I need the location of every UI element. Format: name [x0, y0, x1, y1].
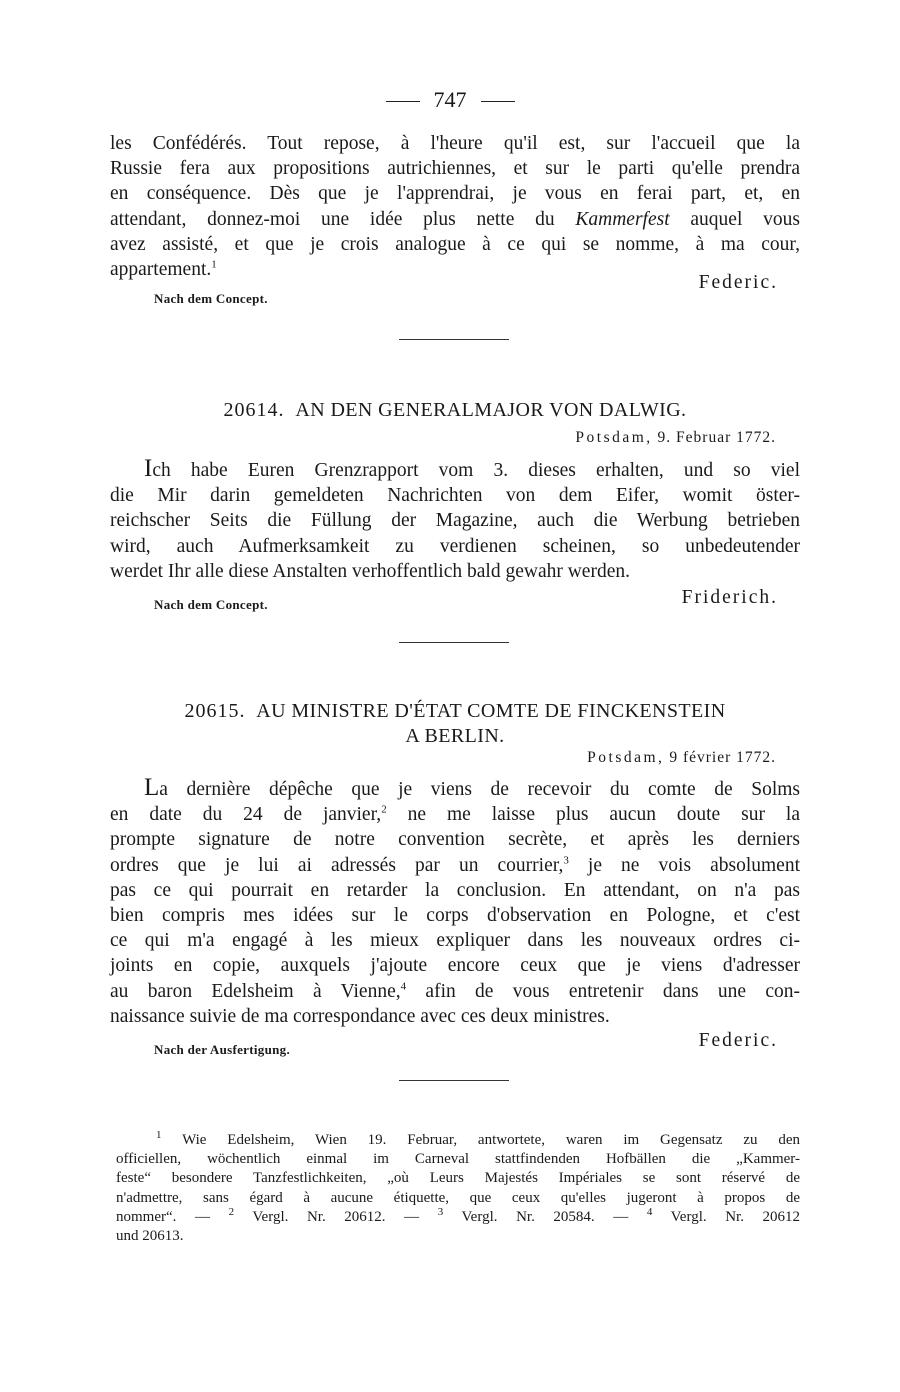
- section-divider: [399, 1080, 509, 1081]
- letter-title: AU MINISTRE D'ÉTAT COMTE DE FINCKENSTEIN: [256, 700, 726, 722]
- text-segment: Wie Edelsheim, Wien 19. Februar, antwortete, waren im Gegensatz zu den: [182, 1132, 800, 1148]
- date-text: 9. Februar 1772.: [657, 429, 776, 446]
- footnote-line: feste“ besondere Tanzfestlichkeiten, „où Leurs Majestés Impériales se sont réservé de: [116, 1170, 800, 1187]
- text-segment: afin de vous entretenir dans une con-: [406, 980, 800, 1002]
- text-line: [110, 207, 800, 232]
- text-segment: Vergl. Nr. 20612: [670, 1208, 801, 1225]
- text-line: prompte signature de notre convention secrète, et après les derniers: [110, 829, 800, 851]
- header-dash-right: [481, 101, 515, 102]
- footnote-line: [116, 1131, 800, 1150]
- text-line: joints en copie, auxquels j'ajoute encore ceux que je viens d'adresser: [110, 955, 800, 977]
- letter-title: AN DEN GENERALMAJOR VON DALWIG.: [295, 399, 687, 421]
- footnote-mark: 3: [437, 1205, 444, 1218]
- text-line: ce qui m'a engagé à les mieux expliquer dans les nouveaux ordres ci-: [110, 930, 800, 952]
- letter-20614-heading: [110, 398, 800, 423]
- header-dash-left: [386, 101, 420, 102]
- section-divider: [399, 642, 509, 643]
- text-segment: au baron Edelsheim à Vienne,: [110, 980, 401, 1002]
- text-line: en conséquence. Dès que je l'apprendrai, je vous en ferai part, et, en: [110, 183, 800, 205]
- text-segment: ordres que je lui ai adressés par un courrier,: [110, 854, 564, 876]
- footnote-mark: 4: [646, 1205, 653, 1218]
- text-segment: Vergl. Nr. 20612. —: [252, 1208, 420, 1225]
- text-segment: attendant, donnez-moi une idée plus nette du: [110, 208, 555, 230]
- letter-number: 20615.: [184, 700, 246, 722]
- text-line: [110, 257, 800, 282]
- text-line: wird, auch Aufmerksamkeit zu verdienen scheinen, so unbedeutender: [110, 535, 800, 557]
- section-divider: [399, 339, 509, 340]
- prev-letter-source: Nach dem Concept.: [154, 291, 268, 306]
- letter-20615-source: Nach der Ausfertigung.: [154, 1042, 291, 1057]
- dropcap: I: [144, 455, 153, 482]
- text-segment: appartement.: [110, 259, 212, 281]
- text-segment: je ne vois absolument: [568, 854, 801, 876]
- letter-20615-signature: Federic.: [698, 1030, 778, 1051]
- text-line: reichscher Seits die Füllung der Magazine, auch die Werbung betrieben: [110, 510, 800, 532]
- prev-letter-signature: Federic.: [698, 272, 778, 293]
- letter-20614-source: Nach dem Concept.: [154, 597, 268, 612]
- footnotes: [116, 1131, 800, 1246]
- footnote-line: n'admettre, sans égard à aucune étiquette, que ceux qu'elles jugeront à propos de: [116, 1189, 800, 1206]
- text-line: [110, 456, 800, 483]
- page-header: [0, 86, 900, 114]
- footnote-mark: 2: [381, 803, 387, 816]
- letter-20614-date: [575, 429, 776, 447]
- footnote-line: und 20613.: [116, 1228, 184, 1245]
- date-place: Potsdam,: [587, 749, 665, 766]
- text-segment: nommer“. —: [116, 1208, 210, 1225]
- footnote-line: officiellen, wöchentlich einmal im Carneval stattfindenden Hofbällen die „Kammer-: [116, 1151, 800, 1168]
- page-number: 747: [433, 87, 467, 112]
- date-place: Potsdam,: [575, 429, 653, 446]
- text-segment: a dernière dépêche que je viens de recevoir du comte de Solms: [159, 779, 800, 800]
- text-segment: en date du 24 de janvier,: [110, 804, 382, 826]
- text-line: les Confédérés. Tout repose, à l'heure qu'il est, sur l'accueil que la: [110, 133, 800, 154]
- text-line: die Mir darin gemeldeten Nachrichten von dem Eifer, womit öster-: [110, 485, 800, 507]
- letter-number: 20614.: [223, 399, 285, 421]
- letter-20615-body: [110, 775, 800, 1029]
- letter-title-line2: A BERLIN.: [405, 725, 505, 747]
- text-line: Russie fera aux propositions autrichiennes, et sur le parti qu'elle prendra: [110, 158, 800, 180]
- text-line: avez assisté, et que je crois analogue à ce qui se nomme, à ma cour,: [110, 233, 800, 255]
- text-line: [110, 853, 800, 878]
- text-segment: ne me laisse plus aucun doute sur la: [386, 804, 800, 826]
- text-line: werdet Ihr alle diese Anstalten verhoffentlich bald gewahr werden.: [110, 560, 630, 582]
- text-line: naissance suivie de ma correspondance avec ces deux ministres.: [110, 1005, 610, 1027]
- text-segment: Vergl. Nr. 20584. —: [461, 1208, 629, 1225]
- footnote-line: [116, 1205, 801, 1227]
- footnote-mark: 1: [156, 1129, 162, 1141]
- prev-letter-body: [110, 131, 800, 282]
- dropcap: L: [144, 774, 160, 801]
- text-line: [110, 802, 800, 827]
- text-line: bien compris mes idées sur le corps d'observation en Pologne, et c'est: [110, 905, 800, 927]
- text-line: [110, 979, 800, 1004]
- footnote-mark: 1: [211, 258, 217, 271]
- footnote-mark: 4: [400, 980, 407, 993]
- text-line: [110, 775, 800, 802]
- footnote-mark: 2: [228, 1205, 235, 1218]
- italic-word: Kammerfest: [575, 208, 670, 230]
- letter-20614-body: [110, 456, 800, 584]
- text-segment: auquel vous: [690, 208, 800, 230]
- letter-20614-signature: Friderich.: [681, 587, 778, 608]
- footnote-mark: 3: [563, 854, 569, 867]
- text-segment: ch habe Euren Grenzrapport vom 3. dieses erhalten, und so viel: [152, 460, 800, 481]
- letter-20615-date: [587, 749, 776, 767]
- letter-20615-heading: [110, 699, 800, 749]
- text-line: pas ce qui pourrait en retarder la conclusion. En attendant, on n'a pas: [110, 879, 800, 901]
- date-text: 9 février 1772.: [669, 749, 776, 766]
